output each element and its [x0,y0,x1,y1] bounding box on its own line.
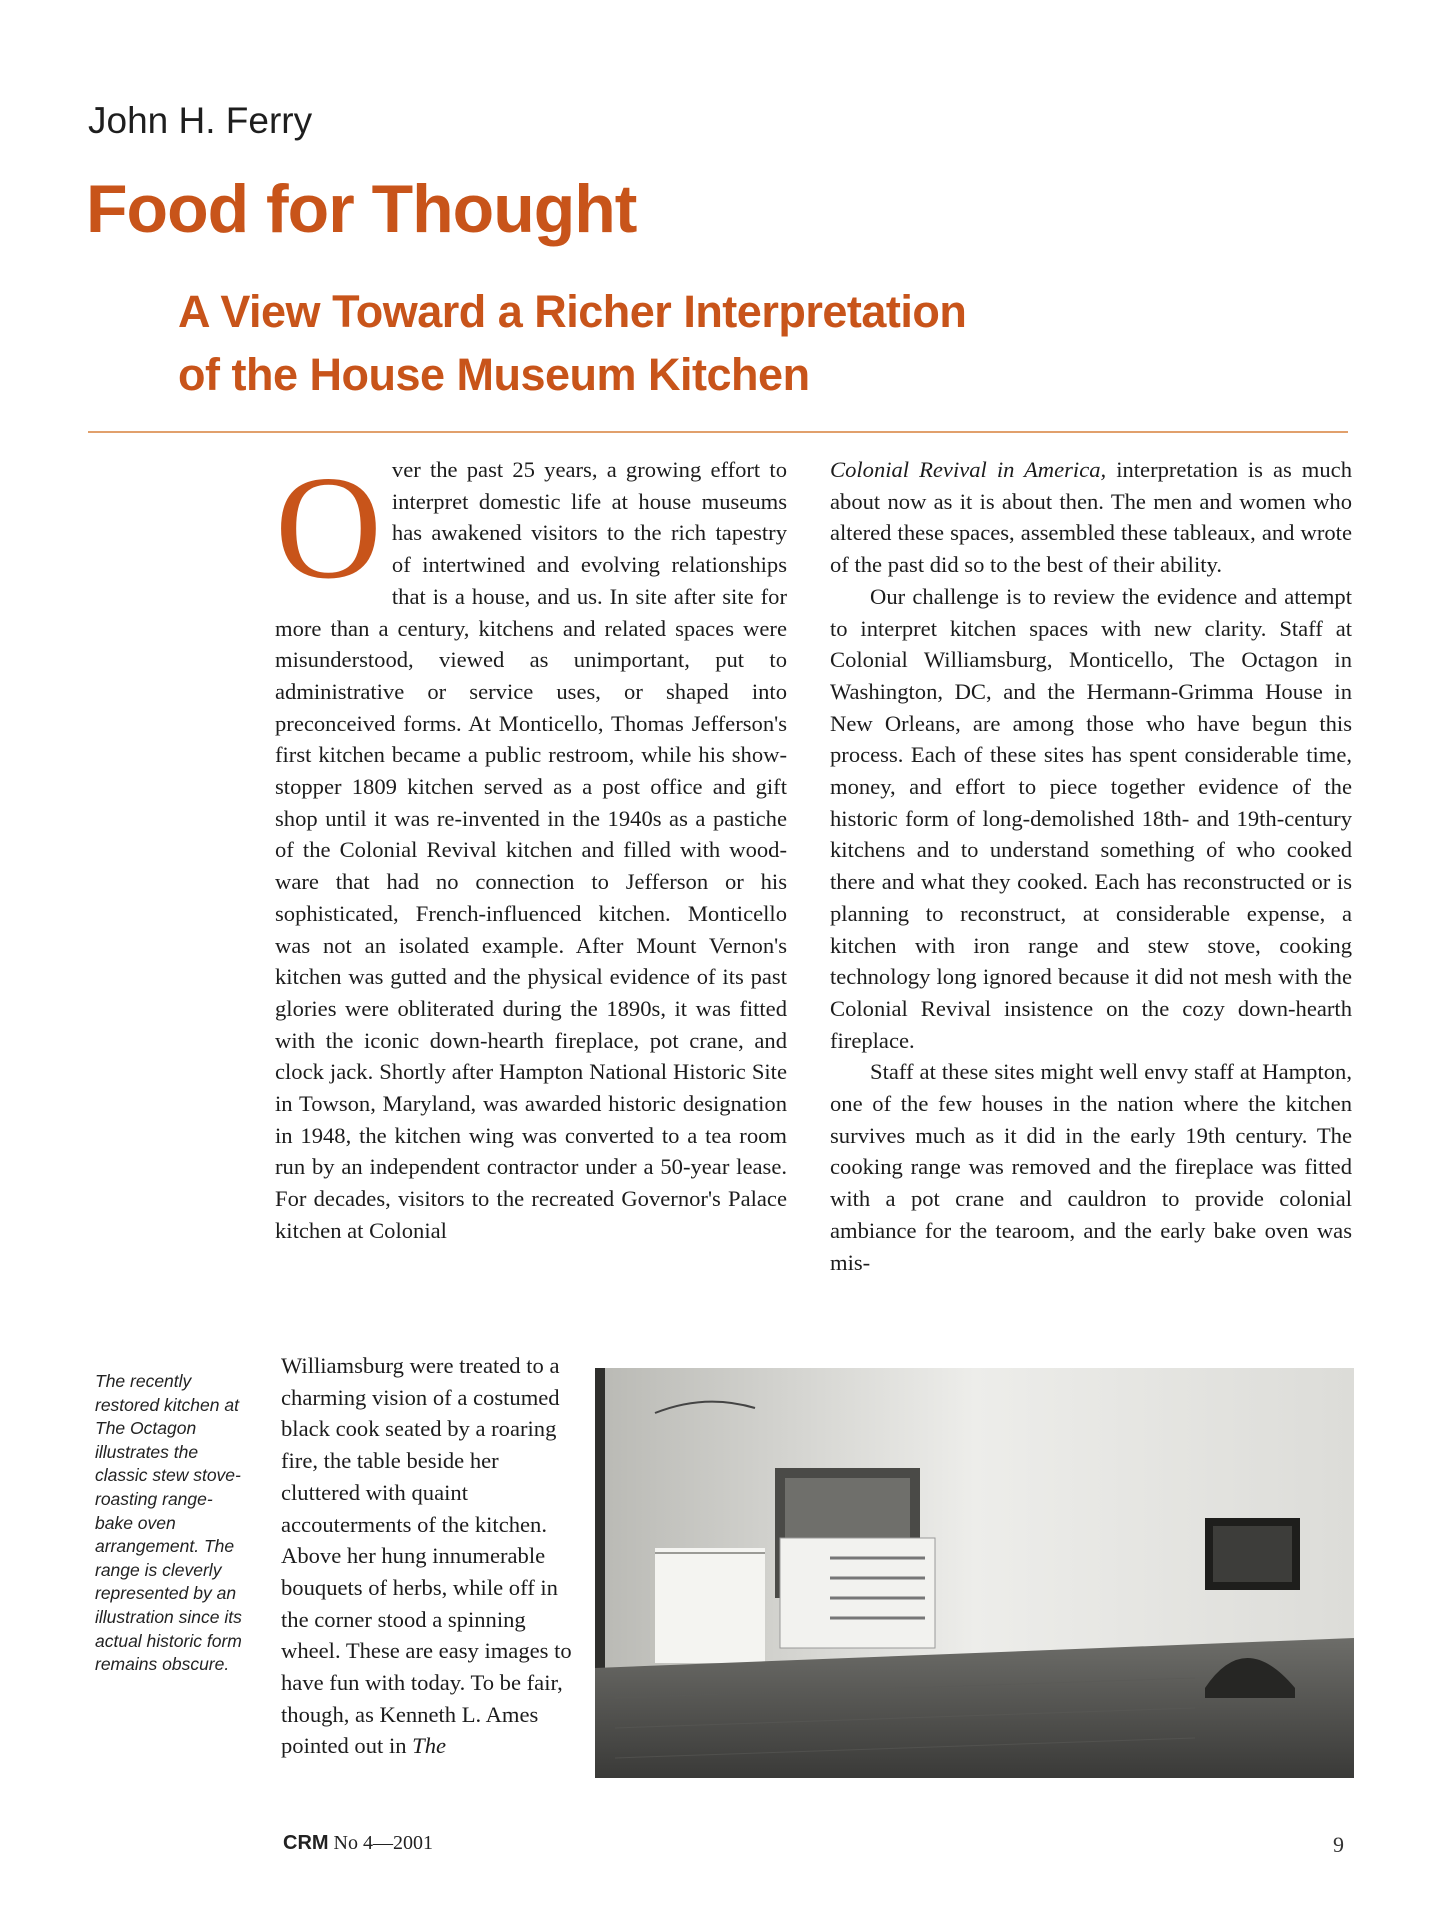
issue-info: No 4—2001 [333,1832,433,1854]
body-column-2 [830,454,1352,1278]
body-paragraph: Staff at these sites might well envy staff at Hampton, one of the few houses in the nation where the kitchen survives much as it did in the early 19th century. The cooking range was removed and the fireplace was fitted with a pot crane and cauldron to provide colonial ambiance for the tearoom, and the early bake oven was mis- [830,1059,1352,1275]
book-title-italic: The [412,1733,447,1759]
subtitle-line-2: of the House Museum Kitchen [178,349,810,400]
paragraph-text: interpretation is as much about now as it is about then. The men and women who altered these spaces, assembled these tableaux, and wrote of the past did so to the best of their ability. [830,457,1352,578]
body-column-1 [275,446,787,1247]
drop-cap: O [275,446,382,610]
paragraph-text: Williamsburg were treated to a charming vision of a costumed black cook seated by a roaring fire, the table beside her cluttered with quaint accouterments of the kitchen. Above her hung innumerable bouquets of herbs, while off in the corner stood a spinning wheel. These are easy images to have fun with today. To be fair, though, as Kenneth L. Ames pointed out in [281,1353,572,1759]
publication-footer [283,1832,433,1855]
kitchen-photo-illustration [595,1368,1354,1778]
paragraph-text: ver the past 25 years, a growing effort to interpret domestic life at house museums has awakened visitors to the rich tapestry of intertwined and evolving relationships that is a house, and us. In site after site for more than a century, kitchens and related spaces were misunderstood, viewed as unimportant, put to administrative or service uses, or shaped into preconceived forms. At Monticello, Thomas Jefferson's first kitchen became a public restroom, while his show-stopper 1809 kitchen served as a post office and gift shop until it was re-invented in the 1940s as a pastiche of the Colonial Revival kitchen and filled with wood-ware that had no connection to Jefferson or his sophisticated, French-influenced kitchen. Monticello was not an isolated example. After Mount Vernon's kitchen was gutted and the physical evidence of its past glories were obliterated during the 1890s, it was fitted with the iconic down-hearth fireplace, pot crane, and clock jack. Shortly after Hampton National Historic Site in Towson, Maryland, was awarded historic designation in 1948, the kitchen wing was converted to a tea room run by an independent contractor under a 50-year lease. For decades, visitors to the recreated Governor's Palace kitchen at Colonial [275,457,787,1243]
body-paragraph: Our challenge is to review the evidence and attempt to interpret kitchen spaces with new clarity. Staff at Colonial Williamsburg, Monticello, The Octagon in Washington, DC, and the Hermann-Grimma House in New Orleans, are among those who have begun this process. Each of these sites has spent considerable time, money, and effort to piece together evidence of the historic form of long-demolished 18th- and 19th-century kitchens and to understand something of who cooked there and what they cooked. Each has reconstructed or is planning to reconstruct, at considerable expense, a kitchen with iron range and stew stove, cooking technology long ignored because it did not mesh with the Colonial Revival insistence on the cozy down-hearth fireplace. [830,583,1352,1053]
page-number: 9 [1333,1832,1344,1857]
body-paragraph [830,454,1352,581]
article-title: Food for Thought [86,171,637,247]
title-divider [88,431,1348,433]
body-paragraph [275,446,787,1247]
figure-caption: The recently restored kitchen at The Octagon illustrates the classic stew stove-roasting range-bake oven arrangement. The range is cleverly represented by an illustration since its actual historic form remains obscure. [95,1371,242,1675]
article-subtitle [178,280,966,406]
body-column-1-continuation [281,1350,573,1762]
kitchen-photo [595,1368,1354,1778]
book-title-italic: Colonial Revival in America, [830,457,1107,482]
author-name: John H. Ferry [88,100,313,141]
publication-brand: CRM [283,1832,329,1854]
subtitle-line-1: A View Toward a Richer Interpretation [178,286,967,337]
body-paragraph [281,1350,573,1762]
